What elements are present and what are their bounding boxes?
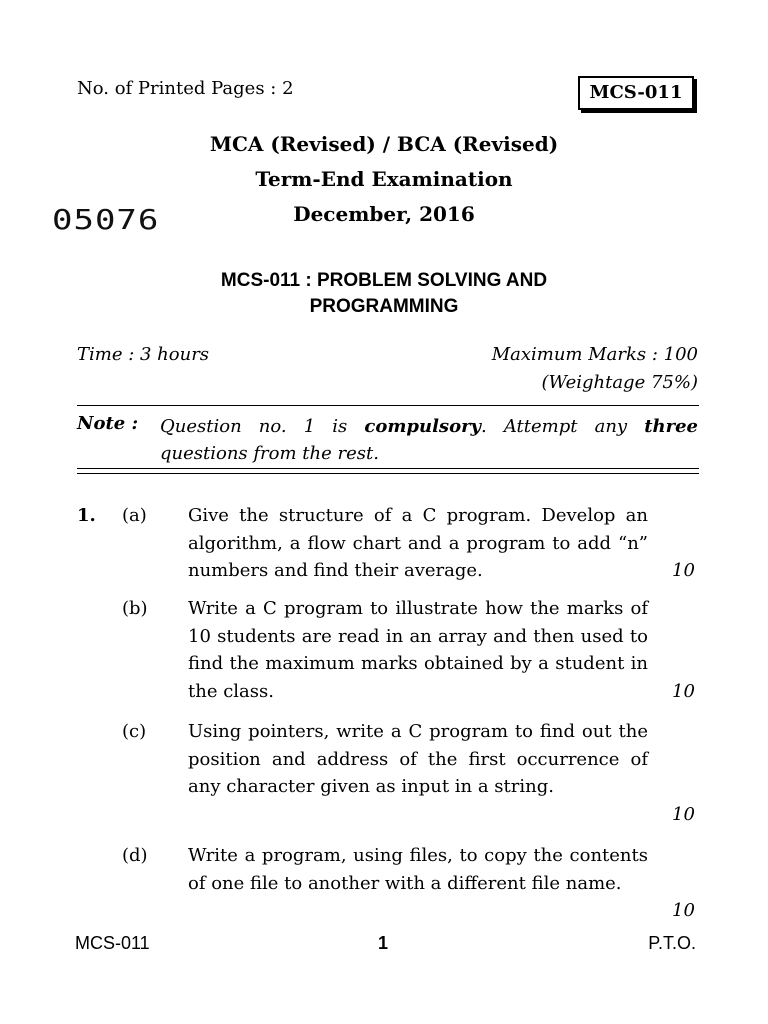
time-allowed: Time : 3 hours: [77, 344, 210, 365]
part-text: Write a C program to illustrate how the marks of 10 students are read in an array and then used to find the maximum marks obtained by a student in the class.: [188, 598, 648, 702]
part-text: Write a program, using files, to copy the contents of one file to another with a different file name.: [188, 845, 648, 894]
question-number: 1.: [77, 505, 96, 526]
printed-pages: No. of Printed Pages : 2: [77, 78, 294, 99]
part-marks: 10: [672, 804, 695, 825]
note-mid: . Attempt any: [481, 416, 645, 437]
footer-pto: P.T.O.: [648, 933, 696, 953]
part-marks: 10: [672, 681, 695, 702]
note-label: Note :: [77, 413, 139, 434]
part-label: (b): [122, 598, 148, 619]
part-marks: 10: [672, 560, 695, 581]
part-label: (a): [122, 505, 147, 526]
subject-title-line2: PROGRAMMING: [309, 296, 459, 317]
maximum-marks: Maximum Marks : 100: [491, 344, 698, 365]
exam-program-title: MCA (Revised) / BCA (Revised): [209, 132, 559, 156]
part-label: (c): [122, 721, 147, 742]
note-text: [160, 413, 698, 467]
footer-page-number: 1: [378, 933, 389, 953]
course-code-box: MCS-011: [578, 76, 694, 110]
divider-double-2: [77, 473, 699, 474]
note-emph-three: three: [644, 416, 698, 437]
note-pre: Question no. 1 is: [160, 416, 365, 437]
part-text: Using pointers, write a C program to find out the position and address of the first occurrence of any character given as input in a string.: [188, 721, 648, 797]
serial-number: 05076: [52, 204, 160, 236]
divider-top: [77, 405, 699, 406]
part-label: (d): [122, 845, 148, 866]
footer-course-code: MCS-011: [75, 933, 150, 953]
note-post: questions from the rest.: [160, 443, 379, 464]
divider-double-1: [77, 468, 699, 469]
part-text: Give the structure of a C program. Develop an algorithm, a flow chart and a program to add “n” numbers and find their average.: [188, 505, 648, 581]
exam-type-title: Term-End Examination: [255, 167, 513, 191]
subject-title-line1: MCS-011 : PROBLEM SOLVING AND: [220, 270, 548, 291]
note-emph-compulsory: compulsory: [364, 416, 482, 437]
weightage: (Weightage 75%): [541, 372, 698, 393]
part-marks: 10: [672, 900, 695, 921]
exam-date: December, 2016: [293, 202, 475, 226]
